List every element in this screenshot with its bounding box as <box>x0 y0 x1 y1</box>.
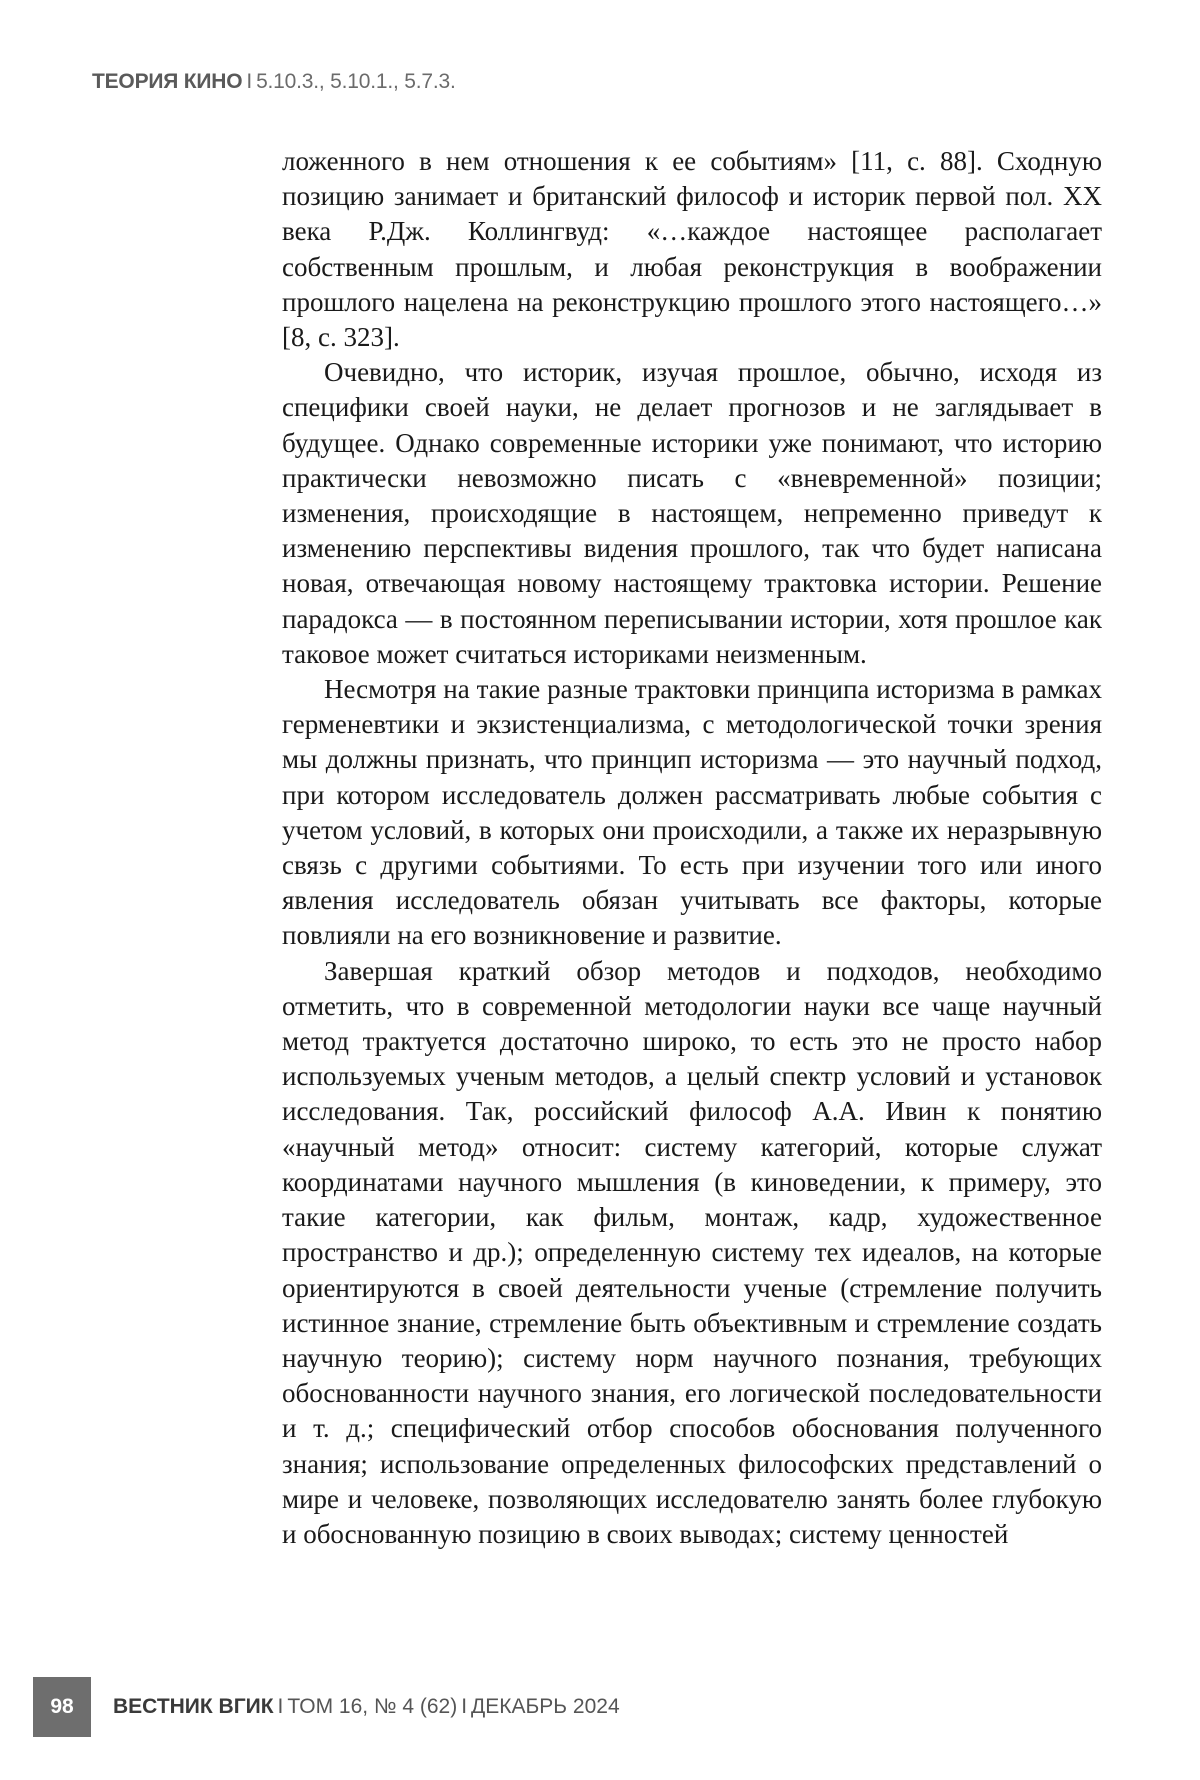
footer-separator-2: I <box>461 1695 468 1718</box>
page-footer <box>33 1677 620 1737</box>
journal-info <box>113 1695 620 1719</box>
specialty-codes: 5.10.3., 5.10.1., 5.7.3. <box>256 70 456 93</box>
paragraph-4: Завершая краткий обзор методов и подходов, необходимо отметить, что в современной методологии науки все чаще научный метод трактуется достаточно широко, то есть это не просто набор используемых ученым методов, а целый спектр условий и установок исследования. Так, российский философ А.А. Ивин к понятию «научный метод» относит: систему категорий, которые служат координатами научного мышления (в киноведении, к примеру, это такие категории, как фильм, монтаж, кадр, художественное пространство и др.); определенную систему тех идеалов, на которые ориентируются в своей деятельности ученые (стремление получить истинное знание, стремление быть объективным и стремление создать научную теорию); систему норм научного познания, требующих обоснованности научного знания, его логической последовательности и т. д.; специфический отбор способов обоснования полученного знания; использование определенных философских представлений о мире и человеке, позволяющих исследователю занять более глубокую и обоснованную позицию в своих выводах; систему ценностей <box>282 955 1102 1549</box>
paragraph-2: Очевидно, что историк, изучая прошлое, обычно, исходя из специфики своей науки, не делает прогнозов и не заглядывает в будущее. Однако современные историки уже понимают, что историю практически невозможно писать с «вневременной» позиции; изменения, происходящие в настоящем, непременно приведут к изменению перспективы видения прошлого, так что будет написана новая, отвечающая новому настоящему трактовка истории. Решение парадокса — в постоянном переписывании истории, хотя прошлое как таковое может считаться историками неизменным. <box>282 357 1102 669</box>
journal-date: ДЕКАБРЬ 2024 <box>471 1695 620 1718</box>
paragraph-1: ложенного в нем отношения к ее событиям» [11, с. 88]. Сходную позицию занимает и британский философ и историк первой пол. XX века Р.Дж. Коллингвуд: «…каждое настоящее располагает собственным прошлым, и любая реконструкция в воображении прошлого нацелена на реконструкцию прошлого этого настоящего…» [8, с. 323]. <box>282 146 1102 353</box>
journal-volume: ТОМ 16, № 4 (62) <box>287 1695 458 1718</box>
section-title: ТЕОРИЯ КИНО <box>92 70 243 93</box>
page-number: 98 <box>33 1677 91 1737</box>
article-body <box>282 144 1102 1552</box>
paragraph-3: Несмотря на такие разные трактовки принципа историзма в рамках герменевтики и экзистенциализма, с методологической точки зрения мы должны признать, что принцип историзма — это научный подход, при котором исследователь должен рассматривать любые события с учетом условий, в которых они происходили, а также их неразрывную связь с другими событиями. То есть при изучении того или иного явления исследователь обязан учитывать все факторы, которые повлияли на его возникновение и развитие. <box>282 674 1102 951</box>
running-header <box>92 70 456 94</box>
journal-title: ВЕСТНИК ВГИК <box>113 1695 274 1718</box>
footer-separator-1: I <box>277 1695 284 1718</box>
header-separator: I <box>246 70 253 93</box>
